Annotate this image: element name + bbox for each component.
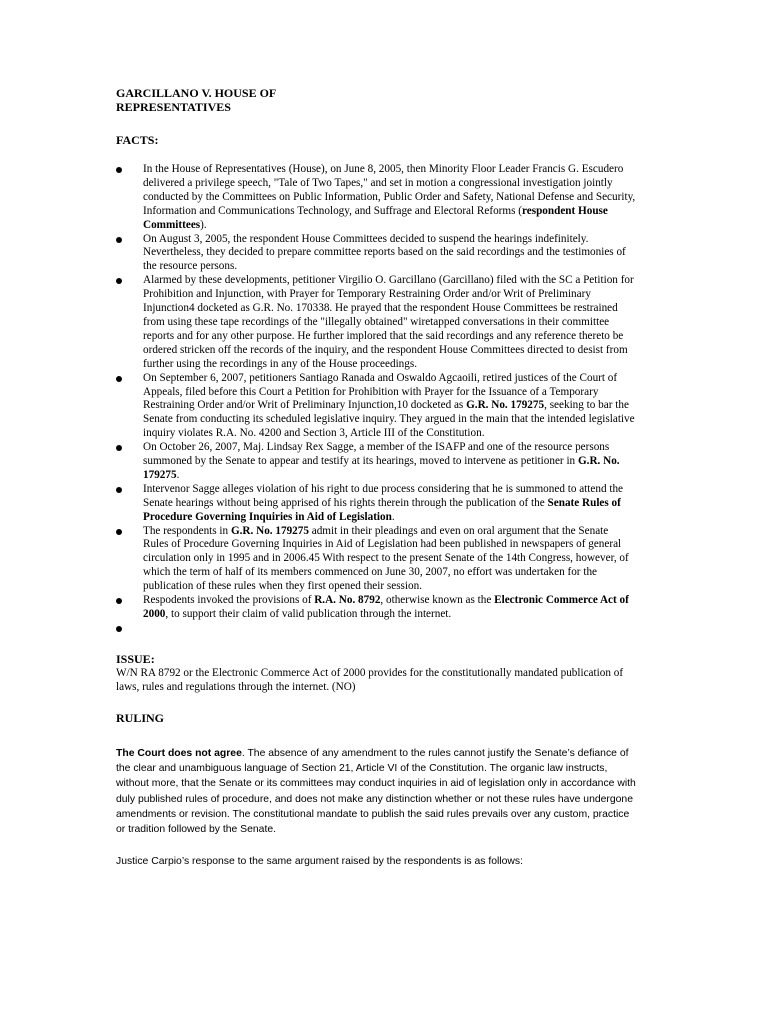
facts-list [116,163,636,636]
fact-item [116,441,636,483]
fact-text: In the House of Representatives (House), on June 8, 2005, then Minority Floor Leader Francis G. Escudero delivered a privilege speech, "Tale of Two Tapes," and set in motion a congressional investigation jointly conducted by the Committees on Public Information, Public Order and Safety, National Defense and Security, Information and Communications Technology, and Suffrage and Electoral Reforms ( [143,163,636,217]
fact-text: On August 3, 2005, the respondent House Committees decided to suspend the hearings indefinitely. Nevertheless, they decided to prepare committee reports based on the said recordings and the testimonies of the resource persons. [143,232,626,273]
ruling-text: . The absence of any amendment to the rules cannot justify the Senate’s defiance of the clear and unambiguous language of Section 21, Article VI of the Constitution. The organic law instructs, without more, that the Senate or its committees may conduct inquiries in aid of legislation only in accordance with duly published rules of procedure, and does not make any distinction whether or not these rules have undergone amendments or revision. The constitutional mandate to publish the said rules prevails over any custom, practice or tradition followed by the Senate. [116,747,636,836]
fact-bold-text: R.A. No. 8792 [314,594,381,607]
fact-text: The respondents in [143,524,231,537]
fact-bold-text: respondent House Committees [143,204,608,231]
fact-bold-text: G.R. No. 179275 [230,524,309,537]
bullet-icon [116,237,122,243]
issue-heading: ISSUE: [116,651,155,666]
fact-item [116,483,636,525]
fact-text: , to support their claim of valid publication through the internet. [165,608,452,620]
bullet-icon [116,529,122,535]
ruling-paragraph [116,746,636,838]
fact-text: Intervenor Sagge alleges violation of his right to due process considering that he is summoned to attend the Senate hearings without being apprised of his rights therein through the publication of the [143,482,624,509]
fact-text: , seeking to bar the Senate from conducting its scheduled legislative inquiry. They argued in the main that the intended legislative inquiry violates R.A. No. 4200 and Section 3, Article III of the Constitution. [143,399,635,440]
fact-text: . [391,510,395,523]
fact-item [116,372,636,442]
bullet-icon [116,278,122,284]
document-page [116,86,636,869]
fact-text: Respodents invoked the provisions of [143,594,315,607]
bullet-icon [116,376,122,382]
fact-text: , otherwise known as the [380,594,495,607]
fact-item [116,274,636,371]
fact-bold-text: G.R. No. 179275 [143,455,620,481]
bullet-icon [116,445,122,451]
fact-text: Alarmed by these developments, petitioner Virgilio O. Garcillano (Garcillano) filed with the SC a Petition for Prohibition and Injunction, with Prayer for Temporary Restraining Order and/or Writ of Preliminary Injunction4 docketed as G.R. No. 170338. He prayed that the respondent House Committees be restrained from using these tape recordings of the "illegally obtained" wiretapped conversations in their committee reports and for any other purpose. He further implored that the said recordings and any reference thereto be ordered stricken off the records of the inquiry, and the respondent House Committees directed to desist from further using the recordings in any of the House proceedings. [143,274,634,370]
fact-text: admit in their pleadings and even on oral argument that the Senate Rules of Procedure Governing Inquiries in Aid of Legislation had been published in newspapers of general circulation only in 1995 and in 2006.45 With respect to the present Senate of the 14th Congress, however, of which the term of half of its members commenced on June 30, 2007, no effort was undertaken for the publication of these rules when they first opened their session. [143,524,629,593]
case-title-line1: GARCILLANO V. HOUSE OF [116,86,277,100]
facts-heading: FACTS: [116,133,159,147]
fact-text: ). [200,218,207,231]
bullet-icon [116,487,122,493]
fact-item [116,233,636,275]
fact-item [116,163,636,233]
fact-text: . [176,468,180,481]
fact-text: On September 6, 2007, petitioners Santiago Ranada and Oswaldo Agcaoili, retired justices of the Court of Appeals, filed before this Court a Petition for Prohibition with Prayer for the Issuance of a Temporary Restraining Order and/or Writ of Preliminary Injunction,10 docketed as [143,371,618,412]
fact-item [116,525,636,595]
bullet-icon [116,167,122,173]
fact-bold-text: G.R. No. 179275 [466,399,545,412]
ruling-heading: RULING [116,710,165,725]
fact-item [116,622,636,636]
fact-bold-text: Electronic Commerce Act of 2000 [143,594,629,620]
fact-item [116,594,636,622]
case-title-line2: REPRESENTATIVES [116,100,231,114]
bullet-icon [116,598,122,604]
fact-bold-text: Senate Rules of Procedure Governing Inquiries in Aid of Legislation [143,496,621,523]
ruling-lead: The Court does not agree [116,747,242,759]
fact-text: On October 26, 2007, Maj. Lindsay Rex Sagge, a member of the ISAFP and one of the resource persons summoned by the Senate to appear and testify at its hearings, moved to intervene as petitioner in [143,441,610,468]
ruling-paragraph-2: Justice Carpio’s response to the same argument raised by the respondents is as follows: [116,855,523,867]
bullet-icon [116,626,122,632]
issue-text: W/N RA 8792 or the Electronic Commerce Act of 2000 provides for the constitutionally mandated publication of laws, rules and regulations through the internet. (NO) [116,666,624,693]
